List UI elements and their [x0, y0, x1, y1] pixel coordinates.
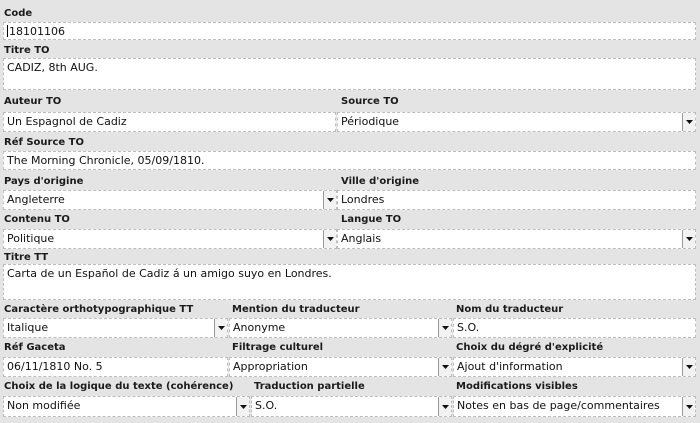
chevron-down-icon[interactable]	[236, 397, 249, 416]
ville-origine-value: Londres	[341, 193, 385, 206]
langue-to-value: Anglais	[341, 232, 382, 245]
nom-traducteur-label: Nom du traducteur	[456, 304, 564, 315]
ville-origine-label: Ville d'origine	[341, 176, 420, 187]
titre-to-value: CADIZ, 8th AUG.	[7, 61, 98, 74]
ref-gaceta-label: Réf Gaceta	[4, 342, 66, 353]
choix-explicite-label: Choix du dégré d'explicité	[456, 342, 604, 353]
caractere-typo-label: Caractère orthotypographique TT	[4, 304, 194, 315]
mention-traducteur-label: Mention du traducteur	[232, 304, 360, 315]
titre-tt-label: Titre TT	[4, 252, 49, 263]
filtrage-culturel-label: Filtrage culturel	[232, 342, 324, 353]
mention-traducteur-select[interactable]	[229, 318, 452, 338]
auteur-to-value: Un Espagnol de Cadiz	[7, 115, 127, 128]
auteur-to-field[interactable]	[3, 112, 336, 132]
pays-origine-select[interactable]	[3, 190, 337, 210]
ref-source-to-value: The Morning Chronicle, 05/09/1810.	[7, 154, 205, 167]
text-cursor	[7, 25, 8, 37]
contenu-to-label: Contenu TO	[4, 214, 70, 225]
titre-tt-field[interactable]	[3, 264, 696, 300]
langue-to-label: Langue TO	[341, 214, 402, 225]
chevron-down-icon[interactable]	[438, 397, 451, 416]
traduction-partielle-select[interactable]	[251, 396, 452, 417]
modifications-visibles-value: Notes en bas de page/commentaires	[457, 399, 660, 412]
chevron-down-icon[interactable]	[323, 230, 336, 248]
filtrage-culturel-value: Appropriation	[233, 360, 308, 373]
choix-logique-select[interactable]	[3, 396, 250, 417]
pays-origine-value: Angleterre	[7, 193, 65, 206]
choix-logique-value: Non modifiée	[7, 399, 81, 412]
contenu-to-select[interactable]	[3, 229, 337, 249]
modifications-visibles-label: Modifications visibles	[456, 381, 578, 392]
titre-to-label: Titre TO	[4, 45, 50, 56]
mention-traducteur-value: Anonyme	[233, 321, 286, 334]
nom-traducteur-field[interactable]	[453, 318, 696, 338]
nom-traducteur-value: S.O.	[457, 321, 480, 334]
choix-explicite-value: Ajout d'information	[457, 360, 563, 373]
langue-to-select[interactable]	[337, 229, 696, 249]
code-field[interactable]	[3, 22, 696, 40]
source-to-label: Source TO	[341, 96, 399, 107]
auteur-to-label: Auteur TO	[4, 96, 62, 107]
titre-to-field[interactable]	[3, 58, 696, 90]
chevron-down-icon[interactable]	[438, 319, 451, 337]
chevron-down-icon[interactable]	[682, 230, 695, 248]
chevron-down-icon[interactable]	[682, 358, 695, 376]
caractere-typo-value: Italique	[7, 321, 49, 334]
chevron-down-icon[interactable]	[323, 191, 336, 209]
chevron-down-icon[interactable]	[682, 397, 695, 416]
ville-origine-field[interactable]	[337, 190, 696, 210]
contenu-to-value: Politique	[7, 232, 55, 245]
code-label: Code	[4, 8, 33, 19]
source-to-value: Périodique	[341, 115, 400, 128]
ref-source-to-field[interactable]	[3, 151, 696, 170]
code-value: 18101106	[9, 25, 65, 38]
source-to-select[interactable]	[337, 112, 696, 132]
choix-logique-label: Choix de la logique du texte (cohérence)	[4, 381, 234, 392]
caractere-typo-select[interactable]	[3, 318, 228, 338]
ref-source-to-label: Réf Source TO	[4, 137, 84, 148]
chevron-down-icon[interactable]	[438, 358, 451, 376]
modifications-visibles-select[interactable]	[453, 396, 696, 417]
titre-tt-value: Carta de un Español de Cadiz á un amigo suyo en Londres.	[7, 267, 332, 280]
filtrage-culturel-select[interactable]	[229, 357, 452, 377]
ref-gaceta-field[interactable]	[3, 357, 228, 377]
chevron-down-icon[interactable]	[682, 113, 695, 131]
traduction-partielle-label: Traduction partielle	[254, 381, 365, 392]
ref-gaceta-value: 06/11/1810 No. 5	[7, 360, 103, 373]
chevron-down-icon[interactable]	[214, 319, 227, 337]
traduction-partielle-value: S.O.	[255, 399, 278, 412]
choix-explicite-select[interactable]	[453, 357, 696, 377]
pays-origine-label: Pays d'origine	[4, 176, 84, 187]
